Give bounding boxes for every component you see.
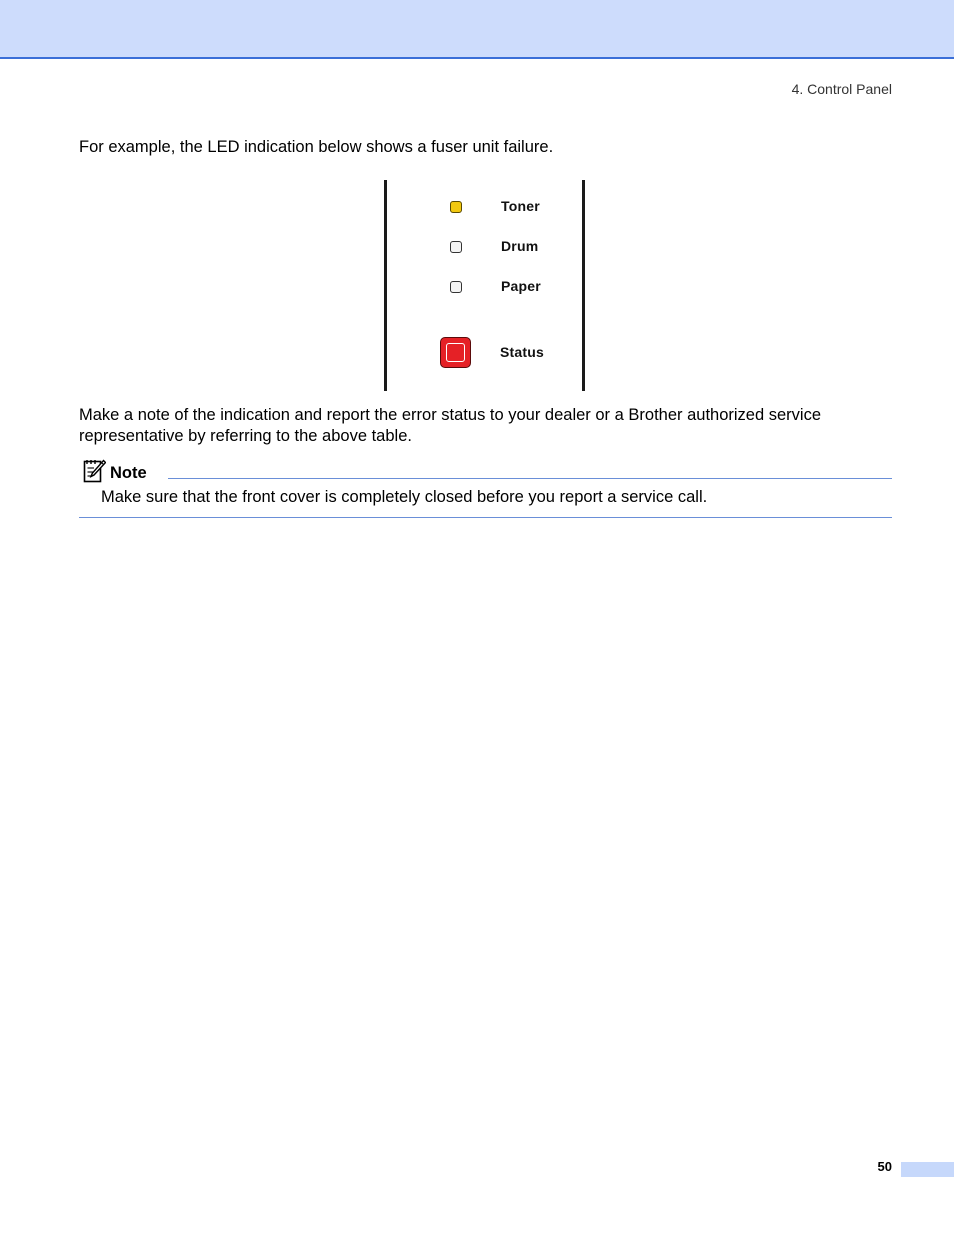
note-top-rule bbox=[168, 478, 892, 479]
status-led-button bbox=[440, 337, 471, 368]
panel-left-edge bbox=[384, 180, 387, 391]
drum-led-label: Drum bbox=[501, 238, 539, 254]
led-panel-figure bbox=[384, 180, 586, 391]
note-text: Make sure that the front cover is completely closed before you report a service call. bbox=[101, 488, 708, 506]
note-block bbox=[79, 458, 892, 518]
intro-paragraph: For example, the LED indication below shows a fuser unit failure. bbox=[79, 138, 554, 156]
section-title: 4. Control Panel bbox=[791, 81, 892, 97]
page-tab-marker bbox=[901, 1162, 954, 1177]
status-led-label: Status bbox=[500, 344, 544, 360]
paper-led bbox=[450, 281, 462, 293]
note-pencil-icon bbox=[82, 458, 106, 484]
paper-led-label: Paper bbox=[501, 278, 541, 294]
note-bottom-rule bbox=[79, 517, 892, 518]
note-title: Note bbox=[110, 464, 147, 482]
header-band bbox=[0, 0, 954, 59]
report-paragraph: Make a note of the indication and report the error status to your dealer or a Brother authorized service representative by referring to the above table. bbox=[79, 406, 821, 445]
toner-led bbox=[450, 201, 462, 213]
drum-led bbox=[450, 241, 462, 253]
toner-led-label: Toner bbox=[501, 198, 540, 214]
page-number: 50 bbox=[877, 1159, 892, 1174]
panel-right-edge bbox=[582, 180, 585, 391]
status-led-inner bbox=[446, 343, 465, 362]
